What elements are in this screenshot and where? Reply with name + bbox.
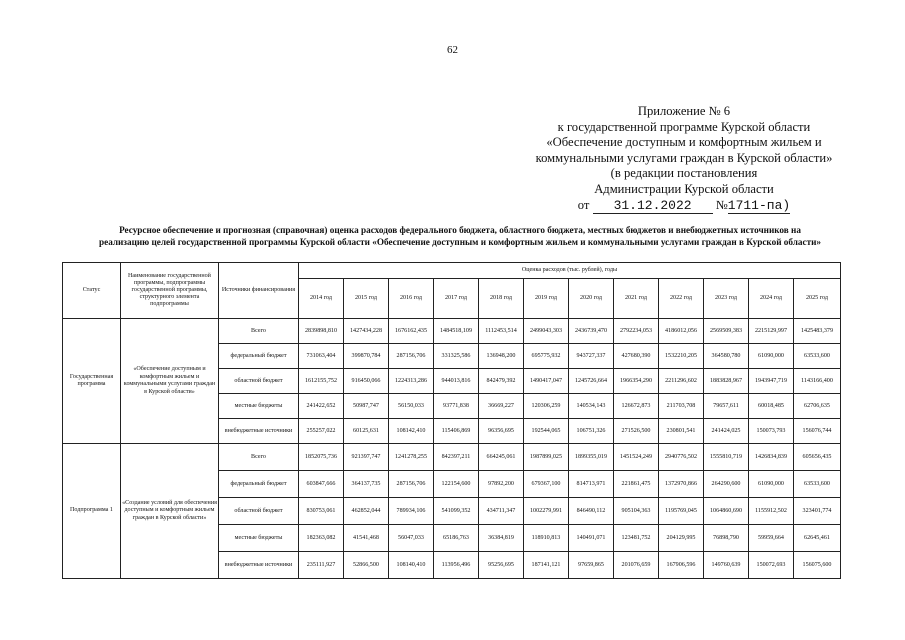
page-number: 62 xyxy=(447,44,458,56)
program-name-cell: «Создание условий для обеспечения доступным и комфортным жильем граждан в Курской области» xyxy=(121,444,219,579)
appendix-line: «Обеспечение доступным и комфортным жильем и xyxy=(546,135,822,150)
source-cell: внебюджетные источники xyxy=(219,419,299,444)
value-cell: 56150,033 xyxy=(389,394,434,419)
value-cell: 1224313,286 xyxy=(389,369,434,394)
header-year: 2023 год xyxy=(704,279,749,319)
value-cell: 695775,932 xyxy=(524,344,569,369)
value-cell: 1427434,228 xyxy=(344,319,389,344)
value-cell: 60125,631 xyxy=(344,419,389,444)
value-cell: 1112453,514 xyxy=(479,319,524,344)
value-cell: 108142,410 xyxy=(389,419,434,444)
table-row xyxy=(63,444,841,471)
value-cell: 364580,780 xyxy=(704,344,749,369)
value-cell: 50987,747 xyxy=(344,394,389,419)
header-year: 2025 год xyxy=(794,279,841,319)
value-cell: 150073,793 xyxy=(749,419,794,444)
source-cell: местные бюджеты xyxy=(219,394,299,419)
value-cell: 115406,869 xyxy=(434,419,479,444)
value-cell: 2792234,053 xyxy=(614,319,659,344)
source-cell: федеральный бюджет xyxy=(219,344,299,369)
value-cell: 167906,596 xyxy=(659,552,704,579)
header-year: 2024 год xyxy=(749,279,794,319)
table-row xyxy=(63,319,841,344)
value-cell: 2211296,602 xyxy=(659,369,704,394)
header-year: 2020 год xyxy=(569,279,614,319)
value-cell: 106751,326 xyxy=(569,419,614,444)
value-cell: 541099,352 xyxy=(434,498,479,525)
value-cell: 120306,259 xyxy=(524,394,569,419)
value-cell: 241424,025 xyxy=(704,419,749,444)
value-cell: 95256,695 xyxy=(479,552,524,579)
value-cell: 63533,600 xyxy=(794,344,841,369)
header-sources: Источники финансирования xyxy=(219,263,299,319)
value-cell: 97659,865 xyxy=(569,552,614,579)
value-cell: 76898,790 xyxy=(704,525,749,552)
value-cell: 63533,600 xyxy=(794,471,841,498)
value-cell: 122154,600 xyxy=(434,471,479,498)
value-cell: 61090,000 xyxy=(749,344,794,369)
appendix-line: к государственной программе Курской области xyxy=(557,119,811,134)
value-cell: 140491,071 xyxy=(569,525,614,552)
value-cell: 434711,347 xyxy=(479,498,524,525)
header-status: Статус xyxy=(63,263,121,319)
value-cell: 2569509,383 xyxy=(704,319,749,344)
value-cell: 1195769,045 xyxy=(659,498,704,525)
value-cell: 136948,200 xyxy=(479,344,524,369)
appendix-line: коммунальными услугами граждан в Курской области» xyxy=(535,150,833,165)
appendix-block xyxy=(520,104,848,214)
value-cell: 149760,639 xyxy=(704,552,749,579)
value-cell: 2436739,470 xyxy=(569,319,614,344)
value-cell: 271526,500 xyxy=(614,419,659,444)
header-year: 2017 год xyxy=(434,279,479,319)
value-cell: 605656,435 xyxy=(794,444,841,471)
appendix-line: Приложение № 6 xyxy=(637,104,731,118)
header-year: 2021 год xyxy=(614,279,659,319)
value-cell: 905104,363 xyxy=(614,498,659,525)
decree-number: 1711-па) xyxy=(727,197,791,213)
value-cell: 187141,121 xyxy=(524,552,569,579)
value-cell: 61090,000 xyxy=(749,471,794,498)
value-cell: 113956,496 xyxy=(434,552,479,579)
value-cell: 150072,693 xyxy=(749,552,794,579)
date-prefix: от xyxy=(577,197,590,212)
number-prefix: № xyxy=(715,197,728,212)
value-cell: 1426834,839 xyxy=(749,444,794,471)
value-cell: 1987899,025 xyxy=(524,444,569,471)
value-cell: 204129,995 xyxy=(659,525,704,552)
value-cell: 1943947,719 xyxy=(749,369,794,394)
value-cell: 1002279,991 xyxy=(524,498,569,525)
value-cell: 1064860,690 xyxy=(704,498,749,525)
appendix-line: Администрации Курской области xyxy=(594,181,774,196)
source-cell: федеральный бюджет xyxy=(219,471,299,498)
value-cell: 1143166,400 xyxy=(794,369,841,394)
value-cell: 211703,708 xyxy=(659,394,704,419)
value-cell: 943727,337 xyxy=(569,344,614,369)
value-cell: 221861,475 xyxy=(614,471,659,498)
value-cell: 679367,100 xyxy=(524,471,569,498)
value-cell: 1451524,249 xyxy=(614,444,659,471)
value-cell: 4186012,056 xyxy=(659,319,704,344)
value-cell: 65186,763 xyxy=(434,525,479,552)
value-cell: 140534,143 xyxy=(569,394,614,419)
value-cell: 1241278,255 xyxy=(389,444,434,471)
value-cell: 1532210,205 xyxy=(659,344,704,369)
value-cell: 1676162,435 xyxy=(389,319,434,344)
value-cell: 2499043,303 xyxy=(524,319,569,344)
header-name: Наименование государственной программы, подпрограммы государственной программы, структурного элемента подпрограммы xyxy=(121,263,219,319)
value-cell: 123481,752 xyxy=(614,525,659,552)
value-cell: 1372970,866 xyxy=(659,471,704,498)
status-cell: Подпрограмма 1 xyxy=(63,444,121,579)
value-cell: 842479,392 xyxy=(479,369,524,394)
value-cell: 79657,611 xyxy=(704,394,749,419)
table-heading xyxy=(60,224,860,248)
header-year: 2022 год xyxy=(659,279,704,319)
value-cell: 264290,600 xyxy=(704,471,749,498)
value-cell: 1555810,719 xyxy=(704,444,749,471)
value-cell: 1852075,736 xyxy=(299,444,344,471)
value-cell: 814713,971 xyxy=(569,471,614,498)
value-cell: 36669,227 xyxy=(479,394,524,419)
value-cell: 56047,033 xyxy=(389,525,434,552)
value-cell: 2215129,997 xyxy=(749,319,794,344)
header-estimate: Оценка расходов (тыс. рублей), годы xyxy=(299,263,841,279)
header-year: 2018 год xyxy=(479,279,524,319)
heading-line-2: реализацию целей государственной программы Курской области «Обеспечение доступным и комфортным жильем и коммунальными услугами граждан в Курской области» xyxy=(99,237,821,247)
table-body xyxy=(63,319,841,579)
value-cell: 96356,695 xyxy=(479,419,524,444)
source-cell: местные бюджеты xyxy=(219,525,299,552)
value-cell: 1425483,379 xyxy=(794,319,841,344)
value-cell: 62645,461 xyxy=(794,525,841,552)
value-cell: 462852,044 xyxy=(344,498,389,525)
appendix-date-line xyxy=(520,198,848,214)
value-cell: 230801,541 xyxy=(659,419,704,444)
value-cell: 287156,706 xyxy=(389,471,434,498)
value-cell: 921397,747 xyxy=(344,444,389,471)
value-cell: 1155912,502 xyxy=(749,498,794,525)
heading-line-1: Ресурсное обеспечение и прогнозная (справочная) оценка расходов федерального бюджета, областного бюджета, местных бюджетов и внебюджетных источников на xyxy=(119,225,801,235)
value-cell: 944013,816 xyxy=(434,369,479,394)
source-cell: областной бюджет xyxy=(219,369,299,394)
value-cell: 664245,061 xyxy=(479,444,524,471)
value-cell: 156075,600 xyxy=(794,552,841,579)
value-cell: 182363,082 xyxy=(299,525,344,552)
value-cell: 126672,873 xyxy=(614,394,659,419)
value-cell: 1484518,109 xyxy=(434,319,479,344)
value-cell: 241422,652 xyxy=(299,394,344,419)
source-cell: областной бюджет xyxy=(219,498,299,525)
value-cell: 59959,664 xyxy=(749,525,794,552)
value-cell: 235111,927 xyxy=(299,552,344,579)
value-cell: 789934,106 xyxy=(389,498,434,525)
program-name-cell: «Обеспечение доступным и комфортным жильем и коммунальными услугами граждан в Курской области» xyxy=(121,319,219,444)
resource-table xyxy=(62,262,841,579)
value-cell: 97892,200 xyxy=(479,471,524,498)
value-cell: 916450,066 xyxy=(344,369,389,394)
value-cell: 1899355,019 xyxy=(569,444,614,471)
value-cell: 255257,022 xyxy=(299,419,344,444)
value-cell: 2839898,810 xyxy=(299,319,344,344)
value-cell: 36384,819 xyxy=(479,525,524,552)
value-cell: 192544,065 xyxy=(524,419,569,444)
value-cell: 41541,468 xyxy=(344,525,389,552)
value-cell: 287156,706 xyxy=(389,344,434,369)
value-cell: 60018,485 xyxy=(749,394,794,419)
value-cell: 156076,744 xyxy=(794,419,841,444)
value-cell: 427680,390 xyxy=(614,344,659,369)
decree-date: 31.12.2022 xyxy=(593,199,713,214)
value-cell: 364137,735 xyxy=(344,471,389,498)
value-cell: 201076,659 xyxy=(614,552,659,579)
value-cell: 842397,211 xyxy=(434,444,479,471)
value-cell: 399870,784 xyxy=(344,344,389,369)
value-cell: 1612155,752 xyxy=(299,369,344,394)
value-cell: 1490417,047 xyxy=(524,369,569,394)
header-year: 2015 год xyxy=(344,279,389,319)
header-year: 2016 год xyxy=(389,279,434,319)
value-cell: 331325,586 xyxy=(434,344,479,369)
value-cell: 2940776,502 xyxy=(659,444,704,471)
value-cell: 1966354,290 xyxy=(614,369,659,394)
source-cell: Всего xyxy=(219,319,299,344)
value-cell: 603847,666 xyxy=(299,471,344,498)
value-cell: 108140,410 xyxy=(389,552,434,579)
value-cell: 731063,404 xyxy=(299,344,344,369)
value-cell: 846490,112 xyxy=(569,498,614,525)
header-year: 2019 год xyxy=(524,279,569,319)
value-cell: 1245726,664 xyxy=(569,369,614,394)
value-cell: 323401,774 xyxy=(794,498,841,525)
header-year: 2014 год xyxy=(299,279,344,319)
source-cell: Всего xyxy=(219,444,299,471)
value-cell: 830753,061 xyxy=(299,498,344,525)
appendix-line: (в редакции постановления xyxy=(610,166,758,181)
source-cell: внебюджетные источники xyxy=(219,552,299,579)
value-cell: 1883828,967 xyxy=(704,369,749,394)
value-cell: 118910,813 xyxy=(524,525,569,552)
value-cell: 52866,500 xyxy=(344,552,389,579)
value-cell: 93771,838 xyxy=(434,394,479,419)
status-cell: Государственная программа xyxy=(63,319,121,444)
value-cell: 62706,635 xyxy=(794,394,841,419)
